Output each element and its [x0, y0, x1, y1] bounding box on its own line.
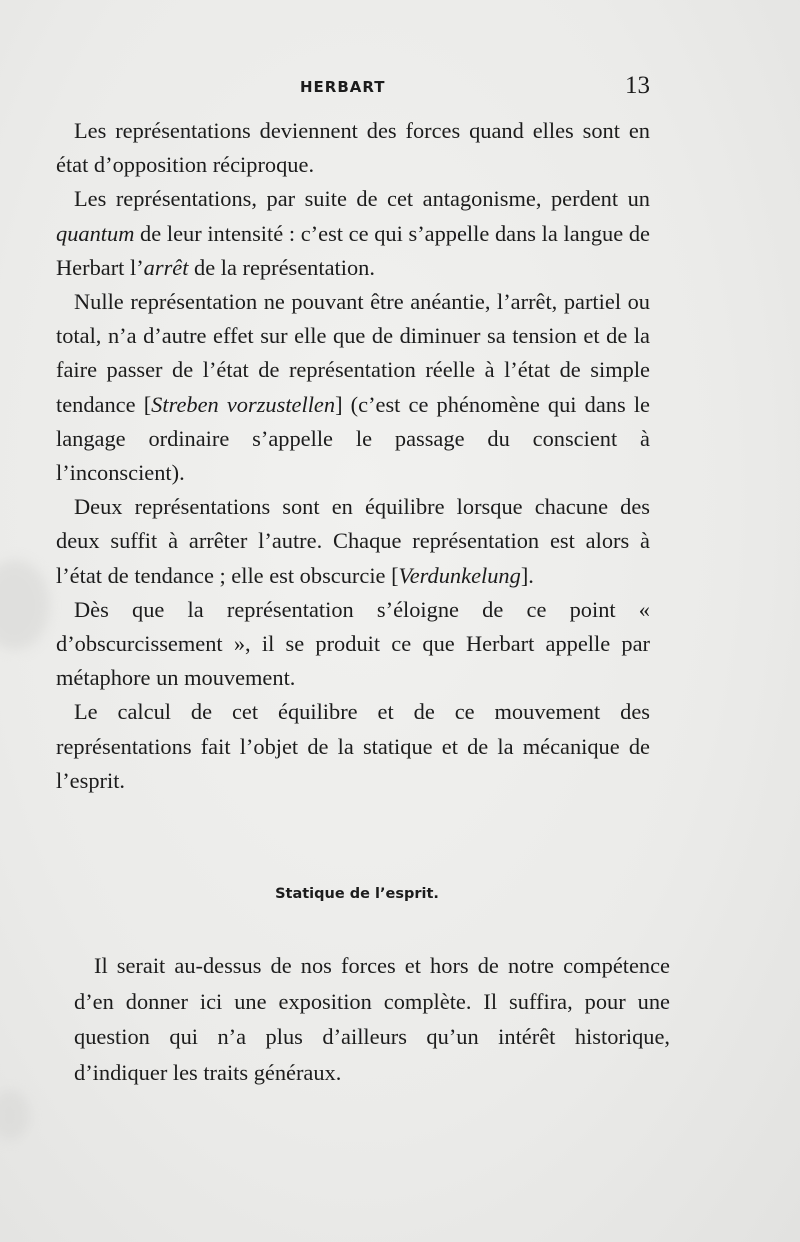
paragraph: Il serait au-dessus de nos forces et hors de notre compétence d’en donner ici une exposition complète. Il suffira, pour une question qui n’a plus d’ailleurs qu’un intérêt historique, d’indiquer les traits généraux.: [74, 953, 670, 1085]
running-head: HERBART: [300, 78, 386, 96]
text-run: ].: [520, 562, 534, 588]
paragraph: [56, 593, 650, 696]
paragraph: [56, 182, 650, 285]
paragraph: [56, 285, 650, 490]
italic-term: Streben vorzustellen: [151, 391, 336, 417]
text-run: Deux représentations sont en équilibre lorsque chacune des deux suffit à arrêter l’autre. Chaque représentation est alors à l’état de tendance ; elle est obscurcie [: [56, 494, 650, 588]
section-heading: Statique de l’esprit.: [275, 886, 439, 902]
page-number: 13: [625, 72, 650, 99]
page-header: [60, 72, 650, 108]
section-body: [74, 948, 670, 1090]
text-run: Le calcul de cet équilibre et de ce mouvement des représentations fait l’objet de la statique et de la mécanique de l’esprit.: [56, 699, 650, 793]
italic-term: quantum: [56, 220, 135, 246]
page-stain: [0, 1090, 30, 1140]
italic-term: arrêt: [143, 254, 189, 280]
text-run: Dès que la représentation s’éloigne de ce point « d’obscurcissement », il se produit ce que Herbart appelle par métaphore un mouvement.: [56, 596, 650, 691]
text-run: de la représentation.: [188, 254, 375, 280]
page-stain: [0, 560, 50, 650]
paragraph: [56, 490, 650, 593]
italic-term: Verdunkelung: [398, 562, 521, 588]
text-run: Les représentations deviennent des forces quand elles sont en état d’opposition réciproque.: [56, 118, 650, 178]
text-run: ] (c’est ce phénomène qui dans le langage ordinaire s’appelle le passage du conscient à l’inconscient).: [56, 391, 650, 486]
text-run: de leur intensité : c’est ce qui s’appelle dans la langue de Herbart l’: [56, 220, 650, 280]
paragraph: [56, 114, 650, 182]
paragraph: [56, 695, 650, 798]
body-text: [56, 114, 650, 798]
text-run: Les représentations, par suite de cet antagonisme, perdent un: [74, 186, 650, 212]
text-run: Nulle représentation ne pouvant être anéantie, l’arrêt, partiel ou total, n’a d’autre effet sur elle que de diminuer sa tension et de la faire passer de l’état de représentation réelle à l’état de simple tendance [: [56, 289, 650, 417]
